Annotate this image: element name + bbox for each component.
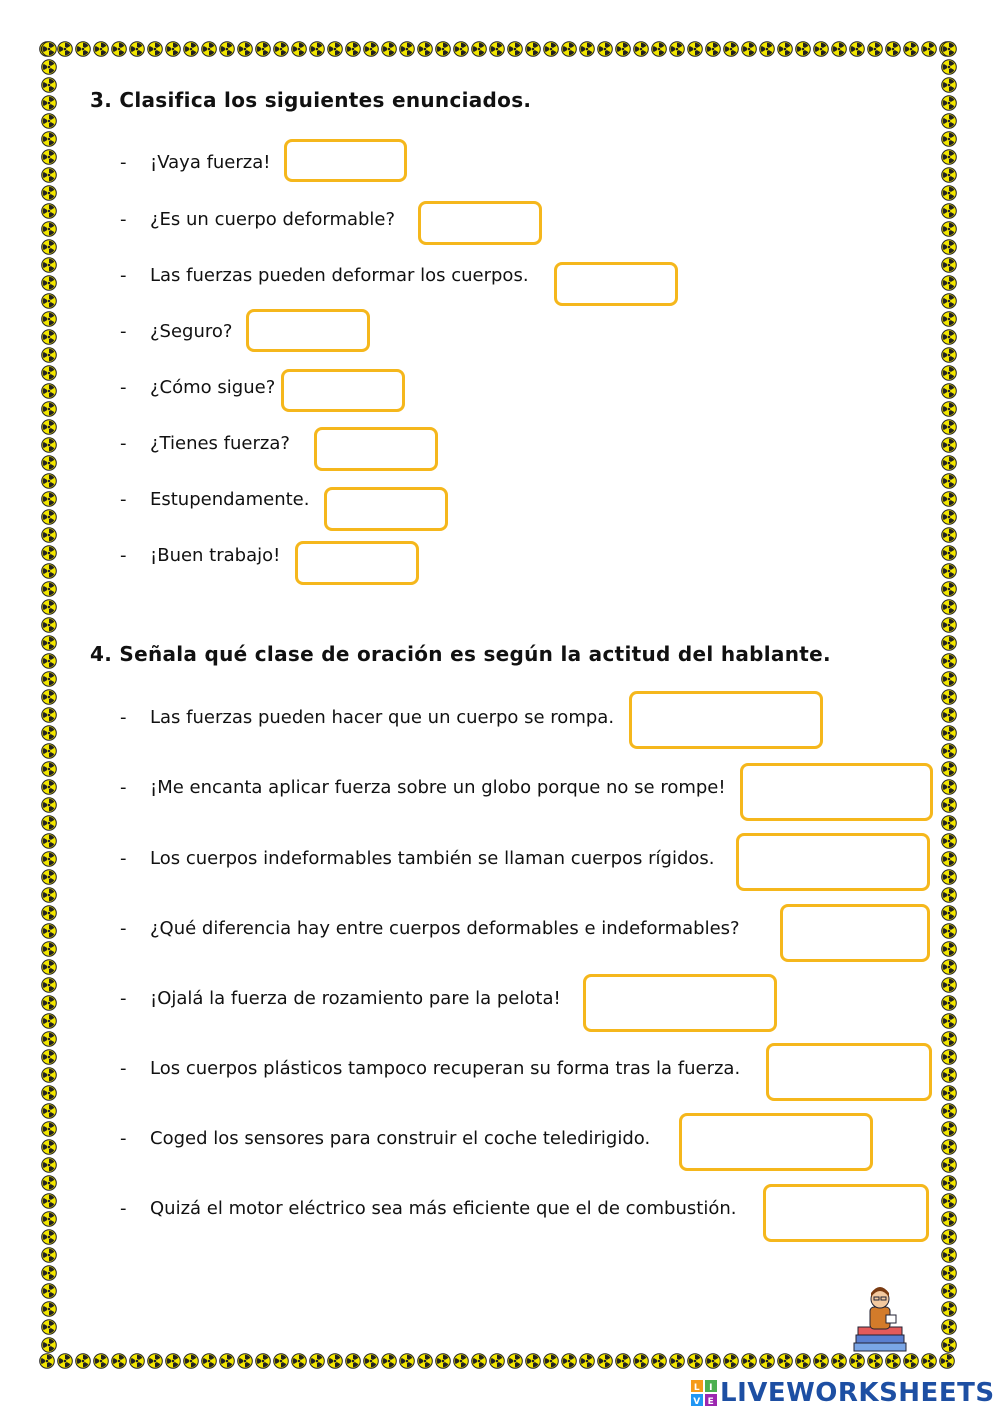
radiation-symbol-icon: [327, 41, 343, 57]
radiation-symbol-icon: [543, 41, 559, 57]
radiation-symbol-icon: [41, 149, 57, 165]
radiation-symbol-icon: [41, 167, 57, 183]
radiation-symbol-icon: [41, 1283, 57, 1299]
section-4-title: 4. Señala qué clase de oración es según la actitud del hablante.: [90, 642, 831, 666]
radiation-symbol-icon: [579, 41, 595, 57]
list-item: - Quizá el motor eléctrico sea más eficiente que el de combustión.: [120, 1198, 737, 1219]
radiation-symbol-icon: [941, 599, 957, 615]
radiation-symbol-icon: [777, 1353, 793, 1369]
svg-text:V: V: [693, 1397, 701, 1407]
radiation-symbol-icon: [41, 95, 57, 111]
svg-text:E: E: [707, 1397, 715, 1407]
radiation-symbol-icon: [41, 347, 57, 363]
radiation-symbol-icon: [941, 797, 957, 813]
radiation-symbol-icon: [381, 41, 397, 57]
radiation-symbol-icon: [941, 1247, 957, 1263]
radiation-symbol-icon: [345, 1353, 361, 1369]
list-item: - ¿Es un cuerpo deformable?: [120, 209, 396, 230]
radiation-symbol-icon: [941, 815, 957, 831]
radiation-symbol-icon: [941, 1229, 957, 1245]
radiation-symbol-icon: [41, 401, 57, 417]
radiation-symbol-icon: [941, 1319, 957, 1335]
radiation-symbol-icon: [885, 41, 901, 57]
list-item: - Coged los sensores para construir el coche teledirigido.: [120, 1128, 651, 1149]
radiation-symbol-icon: [941, 995, 957, 1011]
decorative-border-right: [940, 40, 958, 1370]
radiation-symbol-icon: [219, 41, 235, 57]
radiation-symbol-icon: [941, 293, 957, 309]
decorative-border-top: [38, 40, 962, 58]
radiation-symbol-icon: [941, 1121, 957, 1137]
radiation-symbol-icon: [941, 329, 957, 345]
radiation-symbol-icon: [41, 329, 57, 345]
radiation-symbol-icon: [41, 1319, 57, 1335]
radiation-symbol-icon: [41, 545, 57, 561]
radiation-symbol-icon: [941, 545, 957, 561]
radiation-symbol-icon: [633, 1353, 649, 1369]
radiation-symbol-icon: [903, 41, 919, 57]
radiation-symbol-icon: [453, 1353, 469, 1369]
section-3-title: 3. Clasifica los siguientes enunciados.: [90, 88, 532, 112]
radiation-symbol-icon: [867, 41, 883, 57]
radiation-symbol-icon: [941, 923, 957, 939]
answer-box[interactable]: [281, 369, 405, 412]
list-item: - Estupendamente.: [120, 489, 310, 510]
radiation-symbol-icon: [41, 941, 57, 957]
radiation-symbol-icon: [41, 77, 57, 93]
answer-box[interactable]: [629, 691, 823, 749]
list-item: - ¿Seguro?: [120, 321, 233, 342]
radiation-symbol-icon: [111, 1353, 127, 1369]
radiation-symbol-icon: [41, 707, 57, 723]
radiation-symbol-icon: [41, 1085, 57, 1101]
radiation-symbol-icon: [941, 851, 957, 867]
radiation-symbol-icon: [41, 1049, 57, 1065]
radiation-symbol-icon: [41, 239, 57, 255]
radiation-symbol-icon: [687, 1353, 703, 1369]
radiation-symbol-icon: [41, 383, 57, 399]
radiation-symbol-icon: [813, 41, 829, 57]
radiation-symbol-icon: [41, 203, 57, 219]
list-item: - Las fuerzas pueden deformar los cuerpos.: [120, 265, 529, 286]
radiation-symbol-icon: [941, 257, 957, 273]
list-item: - ¡Ojalá la fuerza de rozamiento pare la pelota!: [120, 988, 561, 1009]
list-item: - ¿Qué diferencia hay entre cuerpos deformables e indeformables?: [120, 918, 740, 939]
radiation-symbol-icon: [41, 923, 57, 939]
radiation-symbol-icon: [941, 1211, 957, 1227]
radiation-symbol-icon: [941, 347, 957, 363]
radiation-symbol-icon: [941, 941, 957, 957]
radiation-symbol-icon: [165, 1353, 181, 1369]
radiation-symbol-icon: [41, 527, 57, 543]
radiation-symbol-icon: [41, 275, 57, 291]
radiation-symbol-icon: [669, 1353, 685, 1369]
radiation-symbol-icon: [941, 563, 957, 579]
radiation-symbol-icon: [41, 689, 57, 705]
radiation-symbol-icon: [41, 1139, 57, 1155]
radiation-symbol-icon: [941, 635, 957, 651]
radiation-symbol-icon: [41, 1067, 57, 1083]
radiation-symbol-icon: [941, 977, 957, 993]
radiation-symbol-icon: [885, 1353, 901, 1369]
radiation-symbol-icon: [93, 1353, 109, 1369]
radiation-symbol-icon: [941, 419, 957, 435]
radiation-symbol-icon: [237, 1353, 253, 1369]
radiation-symbol-icon: [941, 59, 957, 75]
radiation-symbol-icon: [381, 1353, 397, 1369]
radiation-symbol-icon: [417, 41, 433, 57]
radiation-symbol-icon: [941, 905, 957, 921]
radiation-symbol-icon: [705, 1353, 721, 1369]
radiation-symbol-icon: [41, 851, 57, 867]
radiation-symbol-icon: [831, 1353, 847, 1369]
radiation-symbol-icon: [219, 1353, 235, 1369]
radiation-symbol-icon: [41, 1157, 57, 1173]
radiation-symbol-icon: [941, 689, 957, 705]
radiation-symbol-icon: [41, 1175, 57, 1191]
radiation-symbol-icon: [41, 833, 57, 849]
radiation-symbol-icon: [41, 1265, 57, 1281]
radiation-symbol-icon: [41, 1229, 57, 1245]
radiation-symbol-icon: [41, 815, 57, 831]
radiation-symbol-icon: [941, 617, 957, 633]
radiation-symbol-icon: [741, 41, 757, 57]
radiation-symbol-icon: [795, 1353, 811, 1369]
radiation-symbol-icon: [921, 41, 937, 57]
radiation-symbol-icon: [507, 1353, 523, 1369]
radiation-symbol-icon: [651, 41, 667, 57]
radiation-symbol-icon: [41, 905, 57, 921]
list-item: - Los cuerpos plásticos tampoco recuperan su forma tras la fuerza.: [120, 1058, 741, 1079]
radiation-symbol-icon: [941, 221, 957, 237]
answer-box[interactable]: [763, 1184, 929, 1242]
radiation-symbol-icon: [255, 1353, 271, 1369]
list-item: - ¡Buen trabajo!: [120, 545, 281, 566]
answer-box[interactable]: [583, 974, 777, 1032]
radiation-symbol-icon: [941, 149, 957, 165]
radiation-symbol-icon: [941, 1157, 957, 1173]
radiation-symbol-icon: [41, 41, 57, 57]
radiation-symbol-icon: [309, 1353, 325, 1369]
radiation-symbol-icon: [941, 725, 957, 741]
svg-text:L: L: [693, 1383, 701, 1393]
radiation-symbol-icon: [41, 599, 57, 615]
radiation-symbol-icon: [237, 41, 253, 57]
radiation-symbol-icon: [41, 1031, 57, 1047]
radiation-symbol-icon: [41, 743, 57, 759]
teacher-with-books-illustration: [850, 1285, 910, 1355]
brand-text: LIVEWORKSHEETS: [720, 1378, 995, 1408]
radiation-symbol-icon: [615, 1353, 631, 1369]
radiation-symbol-icon: [41, 779, 57, 795]
radiation-symbol-icon: [41, 959, 57, 975]
radiation-symbol-icon: [941, 455, 957, 471]
radiation-symbol-icon: [941, 77, 957, 93]
radiation-symbol-icon: [201, 1353, 217, 1369]
radiation-symbol-icon: [941, 1301, 957, 1317]
radiation-symbol-icon: [705, 41, 721, 57]
radiation-symbol-icon: [561, 1353, 577, 1369]
radiation-symbol-icon: [41, 437, 57, 453]
radiation-symbol-icon: [669, 41, 685, 57]
answer-box[interactable]: [679, 1113, 873, 1171]
radiation-symbol-icon: [129, 1353, 145, 1369]
radiation-symbol-icon: [777, 41, 793, 57]
answer-box[interactable]: [314, 427, 438, 471]
radiation-symbol-icon: [687, 41, 703, 57]
radiation-symbol-icon: [941, 1031, 957, 1047]
radiation-symbol-icon: [741, 1353, 757, 1369]
radiation-symbol-icon: [453, 41, 469, 57]
radiation-symbol-icon: [941, 833, 957, 849]
radiation-symbol-icon: [41, 725, 57, 741]
radiation-symbol-icon: [941, 383, 957, 399]
radiation-symbol-icon: [75, 41, 91, 57]
radiation-symbol-icon: [183, 41, 199, 57]
list-item: - ¡Me encanta aplicar fuerza sobre un globo porque no se rompe!: [120, 777, 726, 798]
radiation-symbol-icon: [435, 1353, 451, 1369]
radiation-symbol-icon: [41, 797, 57, 813]
radiation-symbol-icon: [941, 743, 957, 759]
radiation-symbol-icon: [903, 1353, 919, 1369]
radiation-symbol-icon: [813, 1353, 829, 1369]
radiation-symbol-icon: [417, 1353, 433, 1369]
radiation-symbol-icon: [941, 437, 957, 453]
radiation-symbol-icon: [941, 1193, 957, 1209]
radiation-symbol-icon: [41, 653, 57, 669]
radiation-symbol-icon: [941, 113, 957, 129]
radiation-symbol-icon: [41, 509, 57, 525]
answer-box[interactable]: [246, 309, 370, 352]
radiation-symbol-icon: [759, 41, 775, 57]
radiation-symbol-icon: [941, 1049, 957, 1065]
radiation-symbol-icon: [615, 41, 631, 57]
answer-box[interactable]: [418, 201, 542, 245]
radiation-symbol-icon: [41, 365, 57, 381]
decorative-border-bottom: [38, 1352, 962, 1370]
radiation-symbol-icon: [41, 671, 57, 687]
radiation-symbol-icon: [941, 1283, 957, 1299]
radiation-symbol-icon: [941, 779, 957, 795]
radiation-symbol-icon: [941, 311, 957, 327]
radiation-symbol-icon: [941, 509, 957, 525]
liveworksheets-icon: [690, 1379, 718, 1407]
radiation-symbol-icon: [543, 1353, 559, 1369]
answer-box[interactable]: [780, 904, 930, 962]
answer-box[interactable]: [284, 139, 407, 182]
radiation-symbol-icon: [41, 761, 57, 777]
radiation-symbol-icon: [41, 419, 57, 435]
radiation-symbol-icon: [57, 1353, 73, 1369]
radiation-symbol-icon: [941, 581, 957, 597]
radiation-symbol-icon: [111, 41, 127, 57]
radiation-symbol-icon: [941, 1013, 957, 1029]
radiation-symbol-icon: [941, 275, 957, 291]
radiation-symbol-icon: [345, 41, 361, 57]
radiation-symbol-icon: [561, 41, 577, 57]
radiation-symbol-icon: [255, 41, 271, 57]
list-item: - Las fuerzas pueden hacer que un cuerpo se rompa.: [120, 707, 615, 728]
radiation-symbol-icon: [941, 761, 957, 777]
radiation-symbol-icon: [471, 41, 487, 57]
radiation-symbol-icon: [941, 95, 957, 111]
radiation-symbol-icon: [41, 1337, 57, 1353]
list-item: - ¡Vaya fuerza!: [120, 152, 271, 173]
radiation-symbol-icon: [489, 41, 505, 57]
radiation-symbol-icon: [183, 1353, 199, 1369]
answer-box[interactable]: [295, 541, 419, 585]
radiation-symbol-icon: [941, 707, 957, 723]
radiation-symbol-icon: [291, 41, 307, 57]
radiation-symbol-icon: [867, 1353, 883, 1369]
radiation-symbol-icon: [941, 1337, 957, 1353]
radiation-symbol-icon: [41, 311, 57, 327]
radiation-symbol-icon: [941, 185, 957, 201]
radiation-symbol-icon: [941, 41, 957, 57]
radiation-symbol-icon: [941, 1067, 957, 1083]
radiation-symbol-icon: [41, 221, 57, 237]
radiation-symbol-icon: [579, 1353, 595, 1369]
radiation-symbol-icon: [291, 1353, 307, 1369]
radiation-symbol-icon: [41, 113, 57, 129]
radiation-symbol-icon: [651, 1353, 667, 1369]
radiation-symbol-icon: [941, 401, 957, 417]
radiation-symbol-icon: [363, 1353, 379, 1369]
radiation-symbol-icon: [471, 1353, 487, 1369]
radiation-symbol-icon: [941, 887, 957, 903]
radiation-symbol-icon: [723, 1353, 739, 1369]
radiation-symbol-icon: [921, 1353, 937, 1369]
radiation-symbol-icon: [41, 473, 57, 489]
radiation-symbol-icon: [507, 41, 523, 57]
radiation-symbol-icon: [41, 1301, 57, 1317]
radiation-symbol-icon: [941, 869, 957, 885]
radiation-symbol-icon: [941, 671, 957, 687]
radiation-symbol-icon: [941, 167, 957, 183]
radiation-symbol-icon: [723, 41, 739, 57]
list-item: - ¿Cómo sigue?: [120, 377, 276, 398]
radiation-symbol-icon: [41, 491, 57, 507]
radiation-symbol-icon: [309, 41, 325, 57]
radiation-symbol-icon: [363, 41, 379, 57]
radiation-symbol-icon: [41, 635, 57, 651]
radiation-symbol-icon: [41, 1121, 57, 1137]
radiation-symbol-icon: [399, 41, 415, 57]
radiation-symbol-icon: [41, 131, 57, 147]
radiation-symbol-icon: [633, 41, 649, 57]
radiation-symbol-icon: [75, 1353, 91, 1369]
radiation-symbol-icon: [597, 1353, 613, 1369]
radiation-symbol-icon: [941, 1265, 957, 1281]
answer-box[interactable]: [766, 1043, 932, 1101]
radiation-symbol-icon: [399, 1353, 415, 1369]
list-item: - ¿Tienes fuerza?: [120, 433, 290, 454]
radiation-symbol-icon: [327, 1353, 343, 1369]
radiation-symbol-icon: [41, 455, 57, 471]
list-item: - Los cuerpos indeformables también se llaman cuerpos rígidos.: [120, 848, 715, 869]
radiation-symbol-icon: [489, 1353, 505, 1369]
radiation-symbol-icon: [941, 959, 957, 975]
radiation-symbol-icon: [597, 41, 613, 57]
radiation-symbol-icon: [941, 527, 957, 543]
radiation-symbol-icon: [941, 203, 957, 219]
svg-text:I: I: [709, 1383, 713, 1393]
radiation-symbol-icon: [41, 1013, 57, 1029]
radiation-symbol-icon: [41, 563, 57, 579]
radiation-symbol-icon: [941, 653, 957, 669]
radiation-symbol-icon: [41, 887, 57, 903]
radiation-symbol-icon: [941, 131, 957, 147]
radiation-symbol-icon: [165, 41, 181, 57]
answer-box[interactable]: [554, 262, 678, 306]
radiation-symbol-icon: [831, 41, 847, 57]
radiation-symbol-icon: [849, 41, 865, 57]
radiation-symbol-icon: [41, 617, 57, 633]
radiation-symbol-icon: [941, 491, 957, 507]
radiation-symbol-icon: [41, 581, 57, 597]
radiation-symbol-icon: [41, 1247, 57, 1263]
radiation-symbol-icon: [435, 41, 451, 57]
radiation-symbol-icon: [41, 257, 57, 273]
radiation-symbol-icon: [941, 365, 957, 381]
radiation-symbol-icon: [849, 1353, 865, 1369]
radiation-symbol-icon: [201, 41, 217, 57]
radiation-symbol-icon: [57, 41, 73, 57]
radiation-symbol-icon: [41, 293, 57, 309]
radiation-symbol-icon: [795, 41, 811, 57]
answer-box[interactable]: [740, 763, 933, 821]
radiation-symbol-icon: [41, 59, 57, 75]
radiation-symbol-icon: [273, 1353, 289, 1369]
radiation-symbol-icon: [525, 41, 541, 57]
radiation-symbol-icon: [941, 239, 957, 255]
radiation-symbol-icon: [41, 1211, 57, 1227]
radiation-symbol-icon: [941, 1103, 957, 1119]
radiation-symbol-icon: [941, 1085, 957, 1101]
radiation-symbol-icon: [273, 41, 289, 57]
decorative-border-left: [40, 40, 58, 1370]
radiation-symbol-icon: [941, 1139, 957, 1155]
radiation-symbol-icon: [525, 1353, 541, 1369]
radiation-symbol-icon: [941, 1175, 957, 1191]
radiation-symbol-icon: [93, 41, 109, 57]
radiation-symbol-icon: [41, 1103, 57, 1119]
radiation-symbol-icon: [41, 995, 57, 1011]
radiation-symbol-icon: [41, 185, 57, 201]
radiation-symbol-icon: [147, 1353, 163, 1369]
radiation-symbol-icon: [41, 977, 57, 993]
radiation-symbol-icon: [941, 473, 957, 489]
radiation-symbol-icon: [41, 869, 57, 885]
radiation-symbol-icon: [147, 41, 163, 57]
answer-box[interactable]: [736, 833, 930, 891]
answer-box[interactable]: [324, 487, 448, 531]
radiation-symbol-icon: [41, 1193, 57, 1209]
radiation-symbol-icon: [759, 1353, 775, 1369]
radiation-symbol-icon: [129, 41, 145, 57]
liveworksheets-logo: [690, 1376, 995, 1410]
